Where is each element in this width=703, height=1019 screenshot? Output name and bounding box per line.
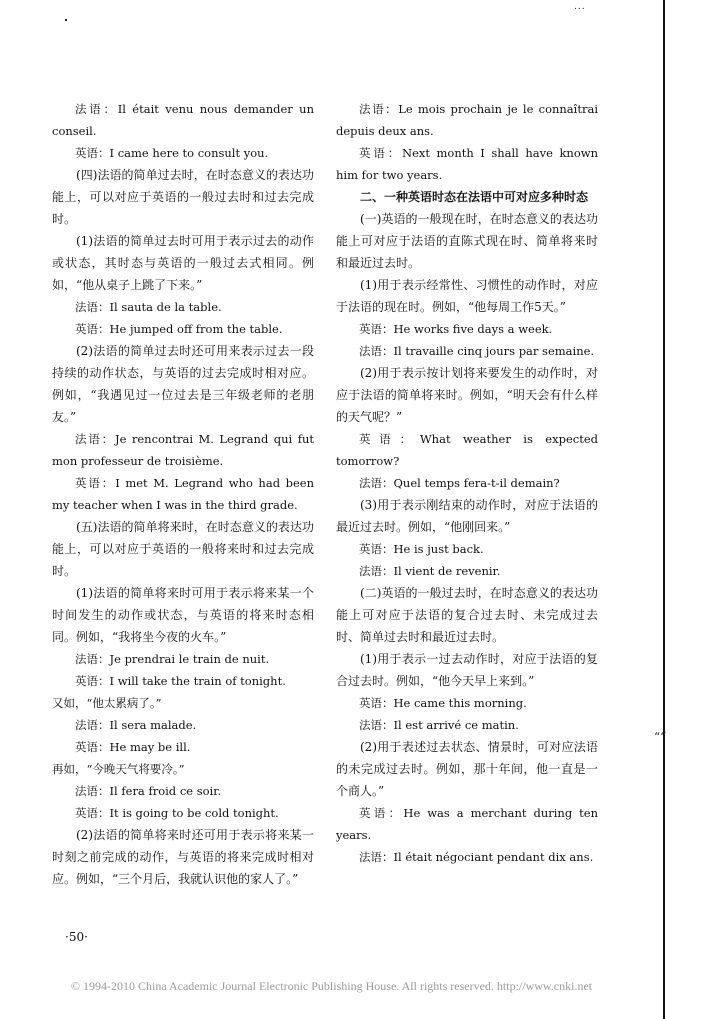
- example-line: 英语：He works five days a week.: [359, 322, 553, 336]
- paragraph: (1)用于表示一过去动作时，对应于法语的复合过去时。例如，“他今天早上来到。”: [336, 652, 598, 688]
- example-line: 英语：It is going to be cold tonight.: [75, 806, 279, 820]
- example-line: 法语：Il fera froid ce soir.: [75, 784, 222, 798]
- example-line: 法语：Je rencontrai M. Legrand qui fut mon professeur de troisième.: [52, 432, 314, 468]
- paragraph: (1)法语的简单过去时可用于表示过去的动作或状态，其时态与英语的一般过去式相同。例如，“他从桌子上跳了下来。”: [52, 234, 314, 292]
- right-margin-mark: ““: [654, 730, 667, 744]
- example-line: 法语：Il était négociant pendant dix ans.: [359, 850, 594, 864]
- example-line: 英语：He may be ill.: [75, 740, 191, 754]
- example-line: 法语：Il sera malade.: [75, 718, 197, 732]
- section-heading: 二、一种英语时态在法语中可对应多种时态: [360, 190, 589, 204]
- paragraph: (1)法语的简单将来时可用于表示将来某一个时间发生的动作或状态，与英语的将来时态相同。例如，“我将坐今夜的火车。”: [52, 586, 314, 644]
- example-line: 英语：I came here to consult you.: [75, 146, 269, 160]
- paragraph: (2)用于表示按计划将来要发生的动作时，对应于法语的简单将来时。例如，“明天会有什么样的天气呢？”: [336, 366, 598, 424]
- left-column: [52, 98, 314, 890]
- paragraph: (3)用于表示刚结束的动作时，对应于法语的最近过去时。例如，“他刚回来。”: [336, 498, 598, 534]
- copyright-footer: © 1994-2010 China Academic Journal Electronic Publishing House. All rights reserved. http://www.cnki.net: [70, 979, 593, 993]
- example-line: 英语：I met M. Legrand who had been my teacher when I was in the third grade.: [52, 476, 314, 512]
- example-line: 法语：Il travaille cinq jours par semaine.: [359, 344, 595, 358]
- example-line: 英语：He came this morning.: [359, 696, 527, 710]
- example-line: 英语：I will take the train of tonight.: [75, 674, 286, 688]
- paragraph: (四)法语的简单过去时，在时态意义的表达功能上，可以对应于英语的一般过去时和过去完成时。: [52, 168, 314, 226]
- paragraph: (五)法语的简单将来时，在时态意义的表达功能上，可以对应于英语的一般将来时和过去完成时。: [52, 520, 314, 578]
- example-line: 法语：Il sauta de la table.: [75, 300, 222, 314]
- page-edge-rule: [663, 0, 665, 1019]
- example-line: 法语：Je prendrai le train de nuit.: [75, 652, 270, 666]
- example-line: 英语：He jumped off from the table.: [75, 322, 283, 336]
- scan-dot: [65, 19, 67, 21]
- example-line: 法语：Il vient de revenir.: [359, 564, 501, 578]
- example-line: 英语：Next month I shall have known him for two years.: [336, 146, 598, 182]
- paragraph: (2)法语的简单将来时还可用于表示将来某一时刻之前完成的动作，与英语的将来完成时相对应。例如，“三个月后，我就认识他的家人了。”: [52, 828, 314, 886]
- page-number: ·50·: [65, 930, 88, 944]
- paragraph: (2)法语的简单过去时还可用来表示过去一段持续的动作状态，与英语的过去完成时相对应。例如，“我遇见过一位过去是三年级老师的老朋友。”: [52, 344, 314, 424]
- example-line: 又如，“他太累病了。”: [52, 696, 162, 710]
- corner-marks: ...: [574, 2, 586, 12]
- example-line: 再如，“今晚天气将要冷。”: [52, 762, 185, 776]
- example-line: 法语：Il est arrivé ce matin.: [359, 718, 519, 732]
- right-column: [336, 98, 598, 868]
- paragraph: (一)英语的一般现在时，在时态意义的表达功能上可对应于法语的直陈式现在时、简单将来时和最近过去时。: [336, 212, 598, 270]
- example-line: 英语：He was a merchant during ten years.: [336, 806, 598, 842]
- paragraph: (2)用于表述过去状态、情景时，可对应法语的未完成过去时。例如，那十年间，他一直是一个商人。”: [336, 740, 598, 798]
- example-line: 英语：He is just back.: [359, 542, 484, 556]
- paragraph: (1)用于表示经常性、习惯性的动作时，对应于法语的现在时。例如，“他每周工作5天。”: [336, 278, 598, 314]
- example-line: 法语：Quel temps fera-t-il demain?: [359, 476, 560, 490]
- example-line: 法语：Le mois prochain je le connaîtrai depuis deux ans.: [336, 102, 598, 138]
- example-line: 法语：Il était venu nous demander un conseil.: [52, 102, 314, 138]
- example-line: 英语：What weather is expected tomorrow?: [336, 432, 598, 468]
- paragraph: (二)英语的一般过去时，在时态意义的表达功能上可对应于法语的复合过去时、未完成过去时、简单过去时和最近过去时。: [336, 586, 598, 644]
